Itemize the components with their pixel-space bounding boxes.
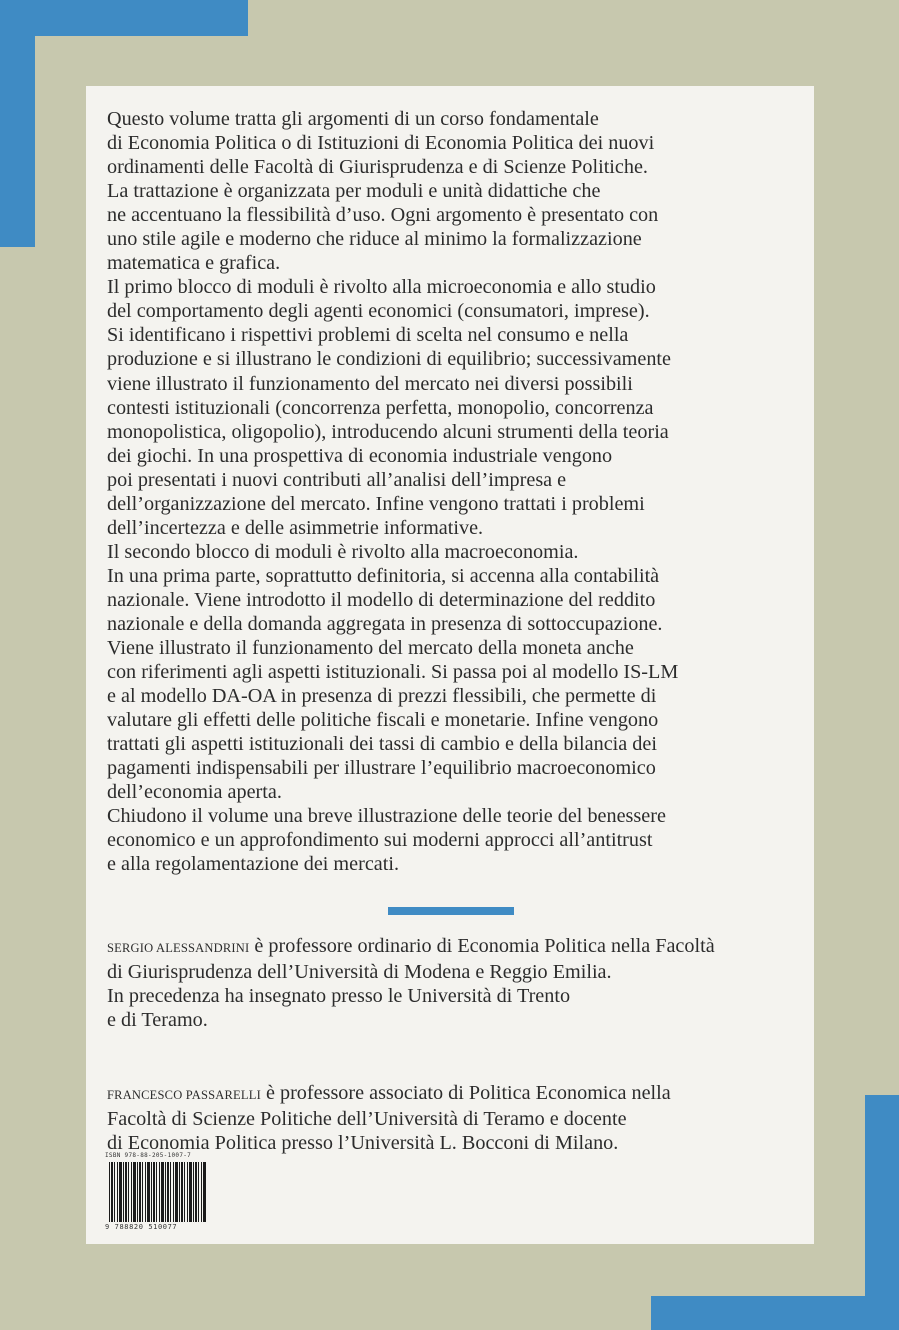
book-description <box>107 107 807 877</box>
description-line: poi presentati i nuovi contributi all’analisi dell’impresa e <box>107 468 567 491</box>
description-line: pagamenti indispensabili per illustrare l’equilibrio macroeconomico <box>107 757 656 780</box>
description-line: nazionale. Viene introdotto il modello di determinazione del reddito <box>107 588 656 611</box>
bio-line: e di Teramo. <box>107 1009 208 1032</box>
description-line: Questo volume tratta gli argomenti di un corso fondamentale <box>107 108 599 130</box>
blue-corner-band-left <box>0 0 35 247</box>
description-line: In una prima parte, soprattutto definitoria, si accenna alla contabilità <box>107 564 660 587</box>
description-line: e alla regolamentazione dei mercati. <box>107 853 399 876</box>
barcode-bars <box>109 1162 207 1222</box>
bio-line: di Economia Politica presso l’Università L. Bocconi di Milano. <box>107 1132 619 1155</box>
description-line: Viene illustrato il funzionamento del mercato della moneta anche <box>107 637 634 660</box>
description-line: Il primo blocco di moduli è rivolto alla microeconomia e allo studio <box>107 276 656 299</box>
description-line: Il secondo blocco di moduli è rivolto alla macroeconomia. <box>107 540 579 563</box>
description-line: con riferimenti agli aspetti istituzionali. Si passa poi al modello IS-LM <box>107 661 679 684</box>
description-line: dell’economia aperta. <box>107 781 282 804</box>
description-line: uno stile agile e moderno che riduce al minimo la formalizzazione <box>107 228 642 251</box>
bio-first-line <box>107 934 807 960</box>
description-line: produzione e si illustrano le condizioni di equilibrio; successivamente <box>107 348 671 371</box>
description-line: di Economia Politica o di Istituzioni di Economia Politica dei nuovi <box>107 132 655 155</box>
description-line: monopolistica, oligopolio), introducendo alcuni strumenti della teoria <box>107 420 669 443</box>
back-cover-text-panel <box>86 86 814 1244</box>
blue-corner-band-top <box>0 0 248 36</box>
barcode-digits: 9 788820 510077 <box>105 1223 178 1231</box>
description-line: Chiudono il volume una breve illustrazione delle teorie del benessere <box>107 805 666 828</box>
description-line: ordinamenti delle Facoltà di Giurisprudenza e di Scienze Politiche. <box>107 156 648 179</box>
description-line: dell’incertezza e delle asimmetrie informative. <box>107 516 484 539</box>
blue-corner-band-right <box>865 1095 899 1330</box>
description-line: del comportamento degli agenti economici (consumatori, imprese). <box>107 300 650 323</box>
description-line: ne accentuano la flessibilità d’uso. Ogni argomento è presentato con <box>107 204 659 227</box>
description-line: dei giochi. In una prospettiva di economia industriale vengono <box>107 444 613 467</box>
isbn-label: ISBN 978-88-205-1007-7 <box>105 1152 192 1159</box>
description-line: e al modello DA-OA in presenza di prezzi flessibili, che permette di <box>107 685 657 708</box>
bio-first-line <box>107 1081 807 1107</box>
description-line: La trattazione è organizzata per moduli e unità didattiche che <box>107 180 601 203</box>
isbn-barcode <box>105 1152 205 1231</box>
description-line: economico e un approfondimento sui moderni approcci all’antitrust <box>107 829 653 852</box>
description-line: matematica e grafica. <box>107 252 281 275</box>
description-line: Si identificano i rispettivi problemi di scelta nel consumo e nella <box>107 324 629 347</box>
description-line: viene illustrato il funzionamento del mercato nei diversi possibili <box>107 372 633 395</box>
section-divider <box>388 907 514 915</box>
bio-line: In precedenza ha insegnato presso le Università di Trento <box>107 985 571 1008</box>
description-line: valutare gli effetti delle politiche fiscali e monetarie. Infine vengono <box>107 709 659 732</box>
description-line: contesti istituzionali (concorrenza perfetta, monopolio, concorrenza <box>107 396 654 419</box>
author-bio-passarelli <box>107 1081 807 1155</box>
bio-line: è professore associato di Politica Economica nella <box>260 1082 671 1104</box>
author-name: SERGIO ALESSANDRINI <box>107 941 250 955</box>
bio-line: Facoltà di Scienze Politiche dell’Università di Teramo e docente <box>107 1108 627 1131</box>
bio-line: è professore ordinario di Economia Politica nella Facoltà <box>249 935 715 957</box>
description-line: nazionale e della domanda aggregata in presenza di sottoccupazione. <box>107 612 663 635</box>
author-name: FRANCESCO PASSARELLI <box>107 1088 261 1102</box>
author-bio-alessandrini <box>107 934 807 1032</box>
description-line: dell’organizzazione del mercato. Infine vengono trattati i problemi <box>107 492 645 515</box>
description-line: trattati gli aspetti istituzionali dei tassi di cambio e della bilancia dei <box>107 733 657 756</box>
blue-corner-band-bottom <box>651 1296 899 1330</box>
bio-line: di Giurisprudenza dell’Università di Modena e Reggio Emilia. <box>107 961 612 984</box>
